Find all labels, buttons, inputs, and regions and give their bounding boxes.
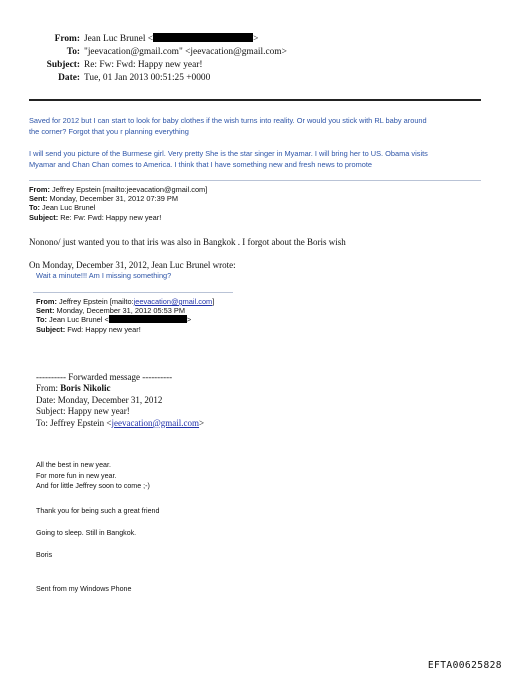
forwarded-body-line: Thank you for being such a great friend [36, 507, 160, 515]
header-date-label: Date: [58, 73, 80, 83]
forwarded-body: All the best in new year. For more fun in new year. And for little Jeffrey soon to come ;-) [36, 461, 150, 490]
redaction-bar [153, 33, 253, 42]
forwarded-divider: ---------- Forwarded message ---------- [36, 372, 173, 382]
forwarded-body-line: Going to sleep. Still in Bangkok. [36, 529, 137, 537]
reply-body [29, 116, 499, 137]
email-link[interactable]: jeevacation@gmail.com [133, 297, 213, 306]
header-to-label: To: [66, 47, 80, 57]
message-body: Nonono/ just wanted you to that iris was also in Bangkok . I forgot about the Boris wish [29, 237, 346, 247]
header-divider [29, 99, 481, 101]
header-to-value: "jeevacation@gmail.com" <jeevacation@gmail.com> [84, 47, 287, 57]
email-link[interactable]: jeevacation@gmail.com [111, 417, 200, 428]
reply-line: Myamar and Chan Chan comes to America. I think that I have something new and fresh news to promote [29, 159, 373, 169]
forwarded-date: Date: Monday, December 31, 2012 [36, 394, 163, 405]
message-header: From: Jeffrey Epstein [mailto:jeevacation@gmail.com] Sent: Monday, December 31, 2012 07:39 PM To: Jean Luc Brunel Subject: Re: Fw: Fwd: Happy new year! [29, 185, 208, 222]
redaction-bar [109, 315, 187, 323]
header-from-value: Jean Luc Brunel < > [84, 34, 259, 44]
header-subject-label: Subject: [46, 60, 80, 70]
reply-body-2 [29, 149, 499, 170]
reply-line: the corner? Forgot that you r planning everything [29, 126, 189, 136]
reply-line: Saved for 2012 but I can start to look for baby clothes if the wish turns into reality. Or would you stick with RL baby around [29, 116, 427, 125]
header-date-value: Tue, 01 Jan 2013 00:51:25 +0000 [84, 73, 211, 83]
quote-separator [33, 292, 233, 293]
bates-number: EFTA00625828 [427, 660, 502, 671]
message-separator [29, 180, 481, 181]
forwarded-from: Boris Nikolic [60, 383, 111, 394]
forwarded-subject: Subject: Happy new year! [36, 406, 130, 417]
quoted-message-header: From: Jeffrey Epstein [mailto:jeevacation@gmail.com] Sent: Monday, December 31, 2012 05:53 PM To: Jean Luc Brunel < > Subject: Fwd: Happy new year! [36, 297, 215, 334]
forwarded-message: ---------- Forwarded message ---------- From: Boris Nikolic Date: Monday, December 31, 2012 Subject: Happy new year! To: Jeffrey Epstein <jeevacation@gmail.com> [36, 372, 205, 428]
signature-name: Boris [36, 551, 53, 559]
signature-device: Sent from my Windows Phone [36, 585, 132, 593]
reply-line: I will send you picture of the Burmese girl. Very pretty She is the star singer in Myamar. I will bring her to US. Obama visits [29, 149, 428, 158]
quoted-text: Wait a minute!!! Am I missing something? [36, 271, 172, 280]
wrote-line: On Monday, December 31, 2012, Jean Luc Brunel wrote: [29, 260, 236, 270]
header-from-label: From: [54, 34, 80, 44]
header-subject-value: Re: Fw: Fwd: Happy new year! [84, 60, 203, 70]
